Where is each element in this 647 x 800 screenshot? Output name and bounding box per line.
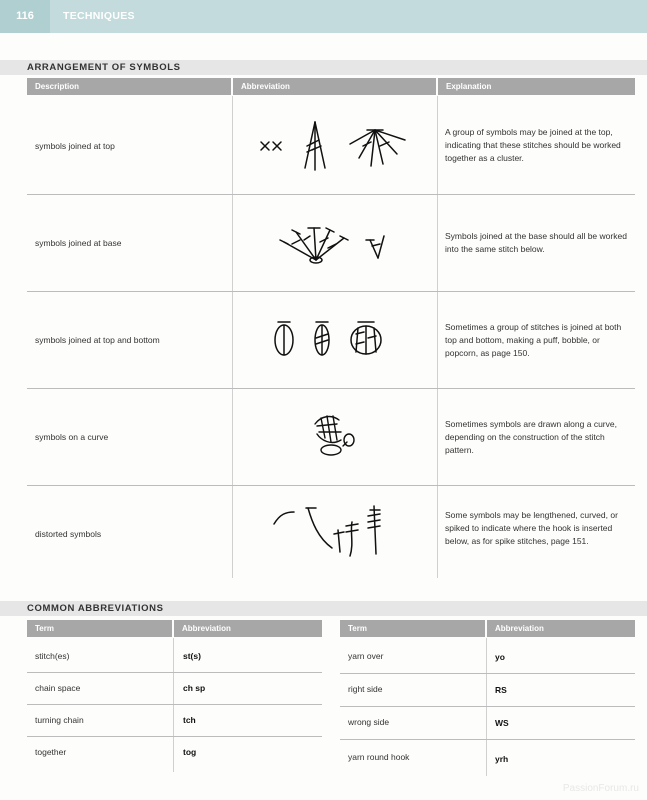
table-row-term: right side	[348, 684, 383, 694]
arrangement-header-abbreviation	[233, 78, 436, 95]
abbreviations-right-header-abbreviation	[487, 620, 635, 637]
row-divider	[27, 704, 322, 705]
table-row-term: yarn over	[348, 651, 384, 661]
table-row-abbr: yrh	[495, 754, 509, 764]
curve-symbols-icon	[307, 410, 367, 465]
arrangement-header-description	[27, 78, 231, 95]
row-divider	[27, 291, 635, 292]
watermark: PassionForum.ru	[562, 783, 639, 794]
table-row-term: wrong side	[348, 717, 390, 727]
row-description: symbols joined at top	[35, 141, 115, 151]
arrangement-title: ARRANGEMENT OF SYMBOLS	[27, 62, 181, 73]
row-description: symbols joined at top and bottom	[35, 335, 160, 345]
row-divider	[27, 388, 635, 389]
abbreviations-left-header-term	[27, 620, 172, 637]
row-divider	[340, 739, 635, 740]
column-divider	[232, 96, 233, 578]
arrangement-section-band	[0, 60, 647, 75]
column-header: Abbreviation	[495, 624, 544, 633]
table-row-abbr: WS	[495, 718, 509, 728]
distorted-symbols-icon	[272, 502, 392, 567]
row-explanation: Some symbols may be lengthened, curved, or spiked to indicate where the hook is inserted below, as for spike stitches, page 151.	[445, 510, 618, 546]
page-header	[0, 0, 647, 33]
abbreviations-left-header-abbreviation	[174, 620, 322, 637]
arrangement-header-explanation	[438, 78, 635, 95]
row-divider	[27, 736, 322, 737]
table-row-abbr: ch sp	[183, 683, 206, 693]
column-divider	[437, 96, 438, 578]
section-title: TECHNIQUES	[63, 10, 135, 22]
column-header: Abbreviation	[182, 624, 231, 633]
column-header: Term	[348, 624, 367, 633]
table-row-abbr: RS	[495, 685, 507, 695]
table-row-abbr: st(s)	[183, 651, 201, 661]
table-row-term: chain space	[35, 683, 81, 693]
column-header: Term	[35, 624, 54, 633]
page-number: 116	[0, 0, 50, 33]
row-explanation: Sometimes symbols are drawn along a curve, depending on the construction of the stitch pattern.	[445, 419, 617, 455]
abbreviations-right-header-term	[340, 620, 485, 637]
abbreviations-section-band	[0, 601, 647, 616]
row-explanation: A group of symbols may be joined at the top, indicating that these stitches should be worked together as a cluster.	[445, 127, 621, 163]
column-header: Description	[35, 82, 80, 91]
column-divider	[486, 638, 487, 776]
row-divider	[27, 194, 635, 195]
table-row-abbr: tch	[183, 715, 196, 725]
table-row-term: stitch(es)	[35, 651, 70, 661]
row-divider	[27, 672, 322, 673]
column-header: Abbreviation	[241, 82, 290, 91]
joined-top-symbols-icon	[255, 118, 415, 178]
joined-base-symbols-icon	[278, 222, 398, 272]
table-row-abbr: tog	[183, 747, 197, 757]
row-divider	[27, 485, 635, 486]
table-row-term: turning chain	[35, 715, 84, 725]
row-explanation: Symbols joined at the base should all be worked into the same stitch below.	[445, 231, 627, 254]
table-row-abbr: yo	[495, 652, 505, 662]
column-header: Explanation	[446, 82, 492, 91]
abbreviations-title: COMMON ABBREVIATIONS	[27, 603, 164, 614]
row-divider	[340, 706, 635, 707]
table-row-term: together	[35, 747, 67, 757]
joined-top-bottom-symbols-icon	[270, 318, 390, 368]
row-description: symbols joined at base	[35, 238, 122, 248]
row-explanation: Sometimes a group of stitches is joined at both top and bottom, making a puff, bobble, or popcorn, as page 150.	[445, 322, 622, 358]
column-divider	[173, 638, 174, 772]
row-divider	[340, 673, 635, 674]
row-description: distorted symbols	[35, 529, 102, 539]
table-row-term: yarn round hook	[348, 752, 410, 762]
row-description: symbols on a curve	[35, 432, 109, 442]
